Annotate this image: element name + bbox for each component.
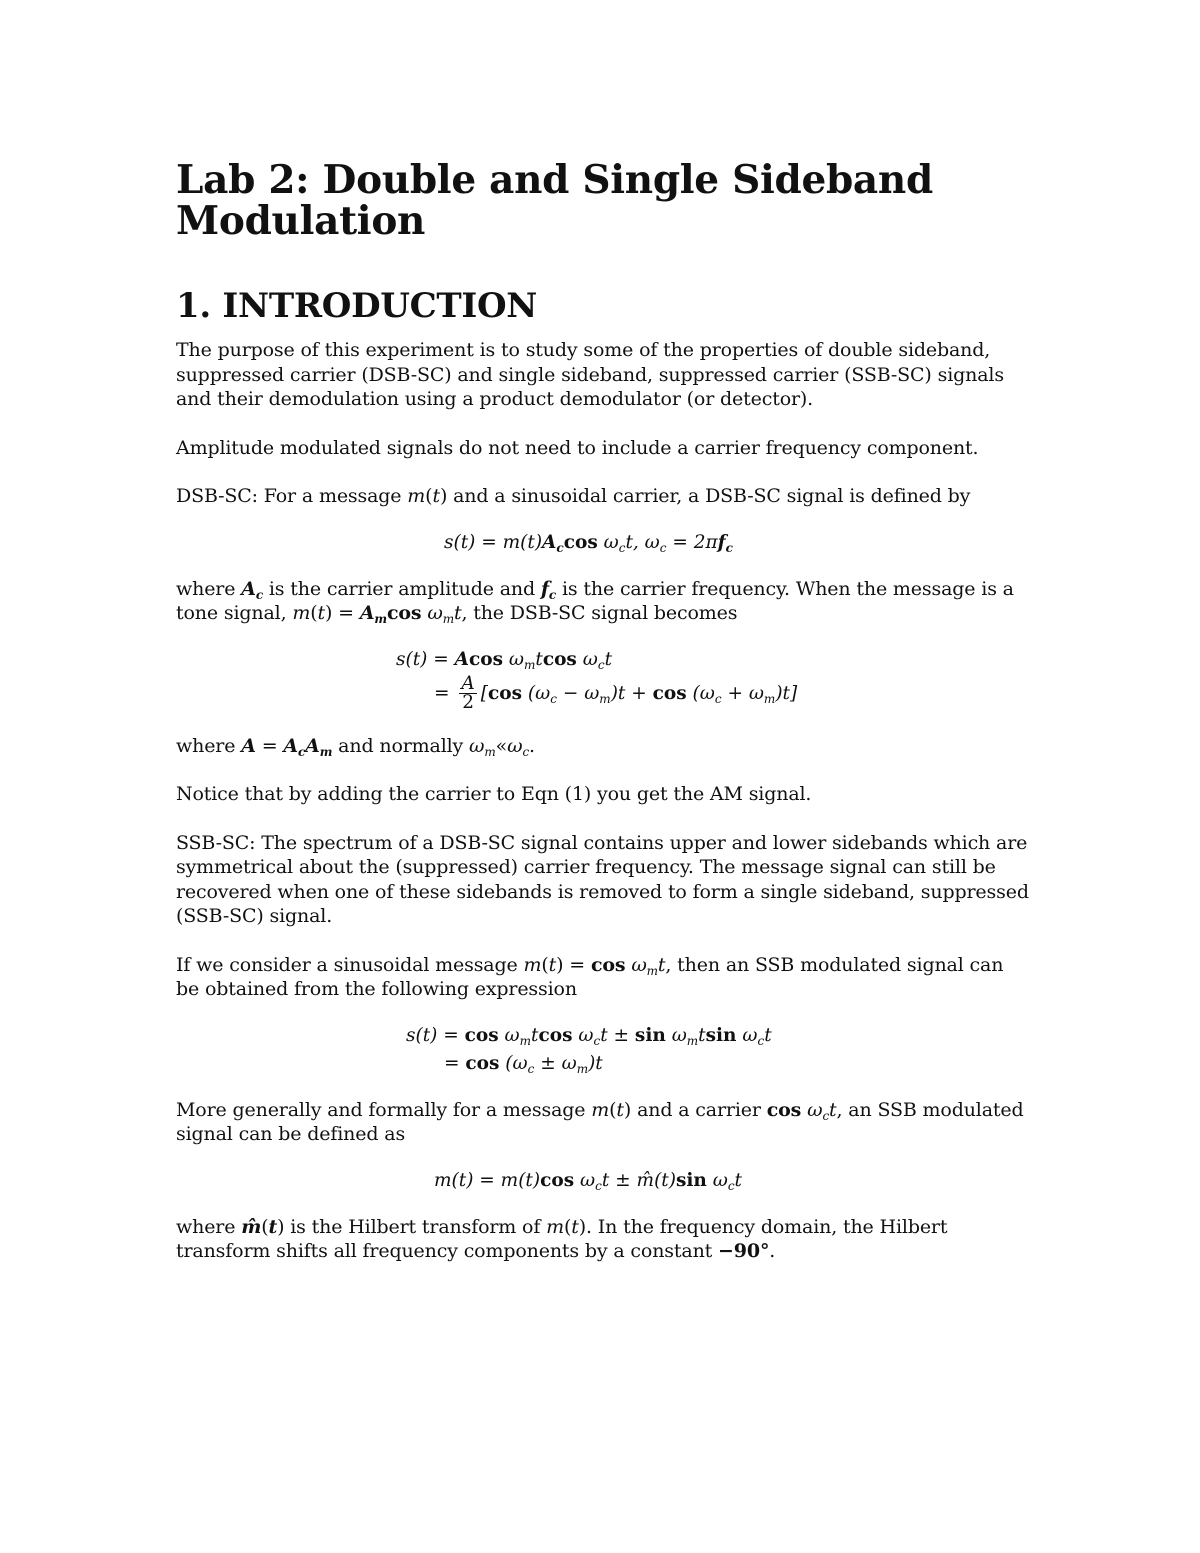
ssb-equation-line-1: $s(t) = \cos \omega_mtcos$ $\omega_ct \pm \sin \omega_mtsin$ $\omega_ct$	[406, 1024, 772, 1048]
page-title: Lab 2: Double and Single Sideband Modulation	[176, 157, 933, 244]
carrier-note-paragraph: Amplitude modulated signals do not need to include a carrier frequency component.	[176, 436, 979, 459]
carrier-amplitude-paragraph-line-2: tone signal, $m(t) = A_m\cos$ $\omega_mt$, the DSB-SC signal becomes	[176, 602, 738, 626]
general-ssb-equation: m(t) = m(t)cos $\omega_ct$ ± m̂(t)sin $\omega_ct$	[434, 1169, 742, 1193]
general-ssb-paragraph-line-1: More generally and formally for a message m(t) and a carrier $\cos \omega_ct$, an SSB modulated	[176, 1098, 1024, 1123]
intro-paragraph-line-1: The purpose of this experiment is to study some of the properties of double sideband,	[176, 339, 991, 361]
amplitude-product-paragraph: where $A = A_cA_m$ and normally $\omega_m«\omega_c$.	[176, 734, 535, 759]
dsb-equation: $s(t) = m(t)A_c\cos$ $\omega_ct$, $\omega_c = 2\pi f_c$	[444, 531, 733, 555]
hilbert-paragraph-line-1: where m̂(t) is the Hilbert transform of m(t). In the frequency domain, the Hilbert	[176, 1215, 948, 1238]
hilbert-paragraph-line-2: transform shifts all frequency components by a constant −90°.	[176, 1240, 776, 1262]
carrier-amplitude-paragraph-line-1: where $A_c$ is the carrier amplitude and $f_c$ is the carrier frequency. When the message is a	[176, 577, 1014, 602]
dsb-definition-paragraph: DSB-SC: For a message m(t) and a sinusoidal carrier, a DSB-SC signal is defined by	[176, 485, 971, 507]
ssb-paragraph-line-3: recovered when one of these sidebands is removed to form a single sideband, suppressed	[176, 880, 1029, 903]
ssb-equation-line-2: = $\cos (\omega_c \pm \omega_m)t$	[444, 1052, 603, 1076]
ssb-paragraph-line-2: symmetrical about the (suppressed) carrier frequency. The message signal can still be	[176, 856, 996, 878]
tone-dsb-equation-line-2: = $\frac{A}{2}$ [cos $(\omega_c - \omega_m)t + \cos (\omega_c + \omega_m)t$]	[434, 673, 798, 713]
ssb-paragraph-line-4: (SSB-SC) signal.	[176, 905, 333, 927]
tone-dsb-equation-line-1: s(t) = Acos $\omega_mtcos$ $\omega_ct$	[396, 648, 612, 672]
sinusoidal-message-paragraph-line-2: be obtained from the following expression	[176, 978, 577, 1000]
am-note-paragraph: Notice that by adding the carrier to Eqn (1) you get the AM signal.	[176, 783, 812, 805]
section-heading: 1. INTRODUCTION	[176, 286, 538, 326]
ssb-paragraph-line-1: SSB-SC: The spectrum of a DSB-SC signal contains upper and lower sidebands which are	[176, 831, 1028, 854]
sinusoidal-message-paragraph-line-1: If we consider a sinusoidal message $m(t) = \cos \omega_mt$, then an SSB modulated signal can	[176, 953, 1004, 978]
document-page	[176, 157, 1036, 1264]
intro-paragraph-line-2: suppressed carrier (DSB-SC) and single sideband, suppressed carrier (SSB-SC) signals	[176, 363, 1004, 386]
intro-paragraph-line-3: and their demodulation using a product demodulator (or detector).	[176, 388, 814, 410]
general-ssb-paragraph-line-2: signal can be defined as	[176, 1123, 406, 1145]
